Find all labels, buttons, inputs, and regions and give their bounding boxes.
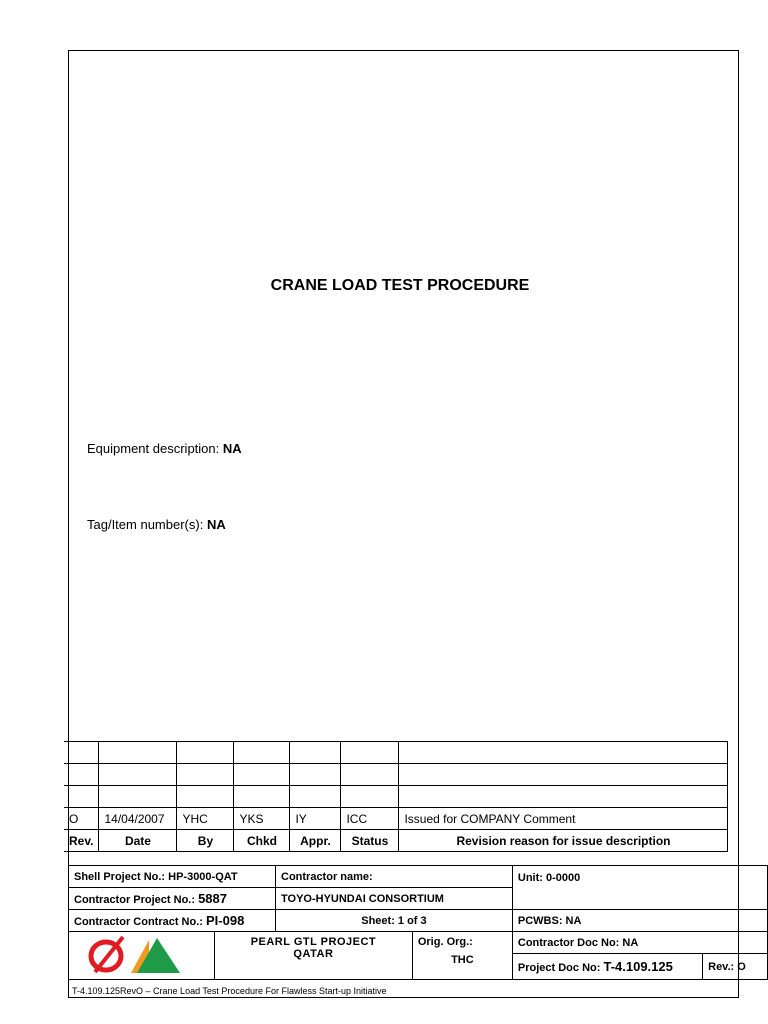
tag-item-numbers — [87, 517, 226, 532]
logo-graphic — [69, 932, 214, 976]
date-cell: 14/04/2007 — [99, 808, 177, 830]
status-header: Status — [341, 830, 399, 852]
orig-org — [412, 932, 512, 980]
rev-header: Rev. — [64, 830, 99, 852]
contractor-doc-no: Contractor Doc No: NA — [512, 932, 767, 954]
contractor-name: TOYO-HYUNDAI CONSORTIUM — [276, 888, 513, 910]
project-doc-value: T-4.109.125 — [603, 959, 673, 974]
reason-header: Revision reason for issue description — [399, 830, 728, 852]
project-name — [215, 932, 413, 980]
project-doc-no — [512, 954, 702, 980]
rev-number: Rev.: O — [703, 954, 768, 980]
title-block — [68, 865, 768, 980]
status-cell: ICC — [341, 808, 399, 830]
chkd-cell: YKS — [234, 808, 290, 830]
contractor-name-label: Contractor name: — [276, 866, 513, 888]
by-cell: YHC — [177, 808, 234, 830]
document-footer: T-4.109.125RevO – Crane Load Test Procedure For Flawless Start-up Initiative — [72, 986, 387, 996]
equipment-label: Equipment description: — [87, 441, 220, 456]
contractor-project-no — [69, 888, 276, 910]
chkd-header: Chkd — [234, 830, 290, 852]
orig-org-value: THC — [451, 954, 474, 966]
revision-row-empty — [64, 764, 728, 786]
project-doc-label: Project Doc No: — [517, 962, 601, 974]
equipment-description — [87, 441, 242, 456]
pcwbs: PCWBS: NA — [512, 910, 767, 932]
contractor-contract-value: PI-098 — [206, 913, 245, 928]
revision-row — [64, 808, 728, 830]
contractor-project-value: 5887 — [198, 891, 227, 906]
contractor-project-label: Contractor Project No.: — [74, 894, 196, 906]
tag-label: Tag/Item number(s): — [87, 517, 204, 532]
appr-header: Appr. — [290, 830, 341, 852]
reason-cell: Issued for COMPANY Comment — [399, 808, 728, 830]
project-name-line1: PEARL GTL PROJECT — [250, 936, 377, 948]
rev-cell: O — [64, 808, 99, 830]
project-name-line2: QATAR — [293, 948, 334, 960]
unit: Unit: 0-0000 — [512, 866, 767, 910]
contractor-contract-label: Contractor Contract No.: — [74, 916, 203, 928]
equipment-value: NA — [222, 441, 242, 456]
company-logo — [69, 932, 215, 980]
tag-value: NA — [206, 517, 226, 532]
by-header: By — [177, 830, 234, 852]
revision-table — [64, 741, 728, 852]
revision-row-empty — [64, 786, 728, 808]
shell-project-no: Shell Project No.: HP-3000-QAT — [69, 866, 276, 888]
appr-cell: IY — [290, 808, 341, 830]
revision-header-row — [64, 830, 728, 852]
contractor-contract-no — [69, 910, 276, 932]
orig-org-label: Orig. Org.: — [417, 936, 473, 948]
sheet-number: Sheet: 1 of 3 — [276, 910, 513, 932]
document-title: CRANE LOAD TEST PROCEDURE — [270, 277, 530, 294]
date-header: Date — [99, 830, 177, 852]
revision-row-empty — [64, 742, 728, 764]
